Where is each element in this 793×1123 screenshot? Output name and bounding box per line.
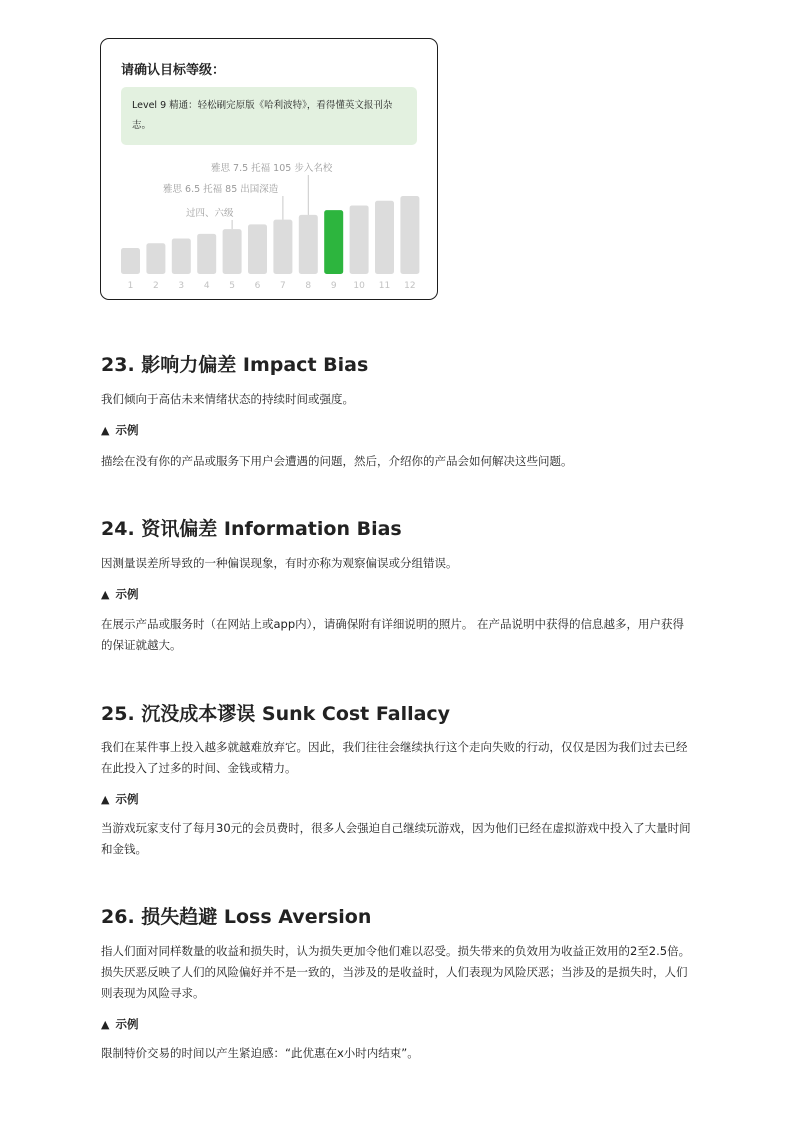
section-title-information-bias: 24. 资讯偏差 Information Bias (101, 518, 402, 540)
section-title-impact-bias: 23. 影响力偏差 Impact Bias (101, 354, 369, 376)
example-heading-sunk-cost-fallacy (101, 791, 138, 807)
bar-level-4 (197, 234, 216, 274)
level-annotation: 雅思 6.5 托福 85 出国深造 (163, 184, 279, 195)
tick-label: 3 (178, 281, 185, 291)
section-description-loss-aversion: 指人们面对同样数量的收益和损失时，认为损失更加令他们难以忍受。损失带来的负效用为收益正效用的2至2.5倍。损失厌恶反映了人们的风险偏好并不是一致的，当涉及的是收益时，人们表现为风险厌恶；当涉及的是损失时，人们则表现为风险寻求。 (101, 944, 691, 1000)
triangle-icon: ▲ (101, 793, 110, 806)
tick-label: 12 (404, 281, 416, 291)
bar-level-3 (172, 239, 191, 274)
tick-label: 1 (127, 281, 134, 291)
bar-level-6 (248, 224, 267, 274)
tick-label: 7 (280, 281, 286, 291)
level-description-box: Level 9 精通：轻松刷完原版《哈利波特》，看得懂英文报刊杂志。 (121, 87, 417, 145)
bar-level-7 (273, 220, 292, 274)
section-description-information-bias: 因测量误差所导致的一种偏误现象，有时亦称为观察偏误或分组错误。 (101, 556, 458, 570)
tick-label: 9 (330, 281, 337, 291)
section-title-sunk-cost-fallacy: 25. 沉没成本谬误 Sunk Cost Fallacy (101, 703, 451, 725)
section-description-impact-bias: 我们倾向于高估未来情绪状态的持续时间或强度。 (101, 392, 354, 406)
example-text-impact-bias: 描绘在没有你的产品或服务下用户会遭遇的问题，然后，介绍你的产品会如何解决这些问题。 (101, 454, 573, 468)
example-heading-loss-aversion (101, 1016, 138, 1032)
bar-level-10 (350, 205, 369, 274)
tick-label: 6 (254, 281, 261, 291)
level-annotation: 过四、六级 (186, 208, 234, 219)
bar-level-5 (223, 229, 242, 274)
bar-level-2 (146, 243, 165, 274)
level-annotation: 雅思 7.5 托福 105 步入名校 (211, 163, 333, 174)
bar-level-11 (375, 201, 394, 274)
bar-level-8 (299, 215, 318, 274)
bar-level-1 (121, 248, 140, 274)
example-heading-information-bias (101, 586, 138, 602)
tick-label: 5 (229, 281, 235, 291)
tick-label: 2 (153, 281, 159, 291)
example-heading-impact-bias (101, 422, 138, 438)
example-text-loss-aversion: 限制特价交易的时间以产生紧迫感：“此优惠在x小时内结束”。 (101, 1046, 419, 1060)
example-text-sunk-cost-fallacy: 当游戏玩家支付了每月30元的会员费时，很多人会强迫自己继续玩游戏，因为他们已经在虚拟游戏中投入了大量时间和金钱。 (101, 821, 691, 856)
bar-level-9 (324, 210, 343, 274)
target-level-card (100, 38, 438, 300)
example-label: 示例 (115, 792, 139, 806)
example-text-information-bias: 在展示产品或服务时（在网站上或app内），请确保附有详细说明的照片。 在产品说明中获得的信息越多，用户获得的保证就越大。 (101, 617, 685, 652)
example-label: 示例 (115, 1017, 139, 1031)
tick-label: 11 (378, 281, 391, 291)
bar-level-12 (400, 196, 419, 274)
tick-label: 4 (203, 281, 210, 291)
triangle-icon: ▲ (101, 424, 110, 437)
example-label: 示例 (115, 423, 139, 437)
triangle-icon: ▲ (101, 1018, 110, 1031)
triangle-icon: ▲ (101, 588, 110, 601)
card-title: 请确认目标等级： (121, 63, 226, 78)
tick-label: 8 (305, 281, 312, 291)
level-bar-chart (101, 39, 439, 301)
example-label: 示例 (115, 587, 139, 601)
tick-label: 10 (353, 281, 365, 291)
section-description-sunk-cost-fallacy: 我们在某件事上投入越多就越难放弃它。因此，我们往往会继续执行这个走向失败的行动，仅仅是因为我们过去已经在此投入了过多的时间、金钱或精力。 (101, 740, 688, 775)
section-title-loss-aversion: 26. 损失趋避 Loss Aversion (101, 906, 372, 928)
